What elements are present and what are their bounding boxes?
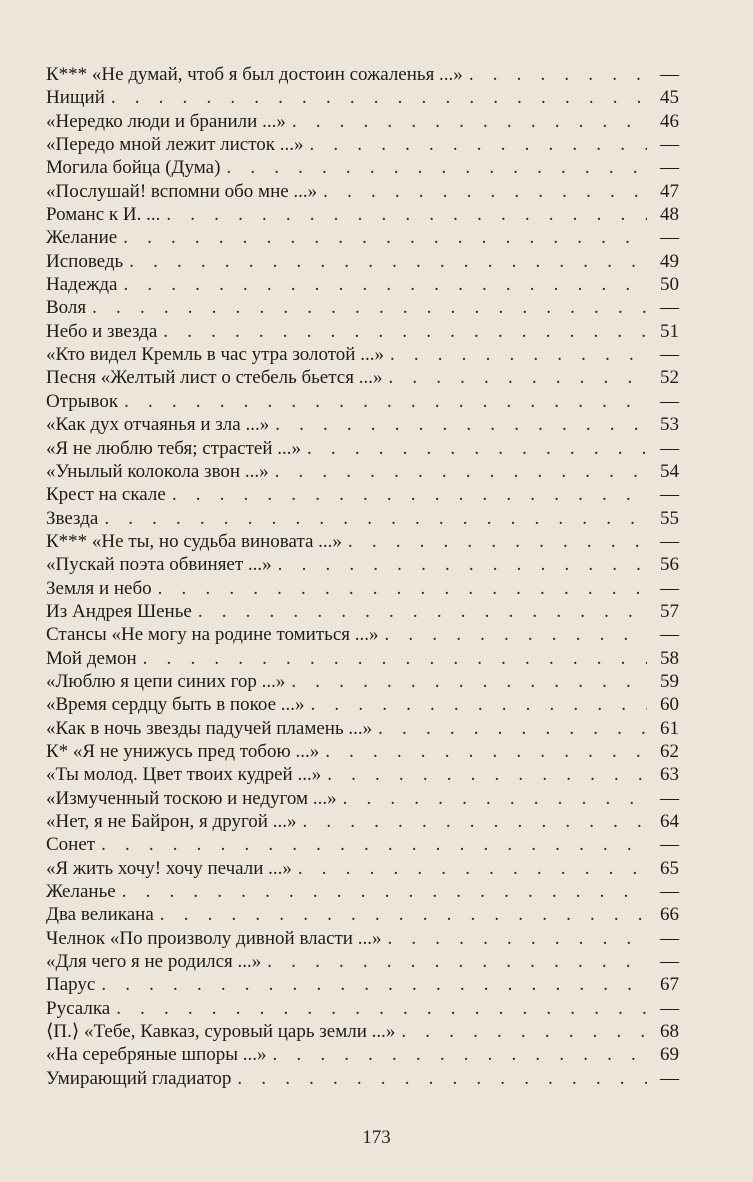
toc-entry-page: — <box>660 927 679 949</box>
dot-leader <box>273 1043 647 1066</box>
dot-leader <box>92 296 647 319</box>
toc-entry-title: Умирающий гладиатор <box>46 1067 232 1089</box>
toc-entry-page: 50 <box>660 274 679 296</box>
toc-entry <box>46 203 679 226</box>
toc-entry-page: 59 <box>660 670 679 692</box>
toc-entry-page: 68 <box>660 1021 679 1043</box>
toc-entry-title: Воля <box>46 297 87 319</box>
toc-entry-page: — <box>660 530 679 552</box>
dot-leader <box>278 553 647 576</box>
toc-entry-title: «Послушай! вспомни обо мне ...» <box>46 180 318 202</box>
toc-entry-title: К*** «Не ты, но судьба виновата ...» <box>46 530 342 552</box>
dot-leader <box>124 390 647 413</box>
toc-entry-title: Звезда <box>46 507 99 529</box>
toc-entry-page: — <box>660 787 679 809</box>
toc-entry <box>46 86 679 109</box>
dot-leader <box>267 950 647 973</box>
toc-entry <box>46 366 679 389</box>
toc-entry-page: 46 <box>660 110 679 132</box>
toc-entry-page: — <box>660 134 679 156</box>
toc-entry-page: 49 <box>660 250 679 272</box>
dot-leader <box>348 530 647 553</box>
toc-entry-page: — <box>660 344 679 366</box>
toc-entry <box>46 623 679 646</box>
toc-entry <box>46 670 679 693</box>
toc-entry <box>46 1043 679 1066</box>
toc-entry-title: «Нередко люди и бранили ...» <box>46 110 286 132</box>
dot-leader <box>327 763 647 786</box>
toc-entry <box>46 507 679 530</box>
toc-entry <box>46 437 679 460</box>
toc-entry <box>46 880 679 903</box>
toc-entry <box>46 250 679 273</box>
toc-entry <box>46 833 679 856</box>
toc-entry-title: Из Андрея Шенье <box>46 600 192 622</box>
dot-leader <box>343 787 647 810</box>
toc-entry-title: «Пускай поэта обвиняет ...» <box>46 554 272 576</box>
toc-entry-title: Надежда <box>46 274 118 296</box>
toc-entry <box>46 226 679 249</box>
page-number: 173 <box>362 1127 391 1148</box>
toc-entry-page: 52 <box>660 367 679 389</box>
dot-leader <box>163 320 647 343</box>
dot-leader <box>166 203 647 226</box>
toc-entry <box>46 413 679 436</box>
toc-entry-page: 62 <box>660 740 679 762</box>
toc-entry-title: Мой демон <box>46 647 137 669</box>
toc-entry <box>46 600 679 623</box>
table-of-contents <box>46 63 679 1090</box>
toc-entry-title: К*** «Не думай, чтоб я был достоин сожаленья ...» <box>46 64 463 85</box>
toc-entry-title: «Люблю я цепи синих гор ...» <box>46 670 286 692</box>
toc-entry-page: 67 <box>660 974 679 996</box>
toc-entry-title: «Как в ночь звезды падучей пламень ...» <box>46 717 373 739</box>
toc-entry-page: — <box>660 297 679 319</box>
toc-entry-title: Нищий <box>46 87 105 109</box>
dot-leader <box>390 343 647 366</box>
toc-entry-page: — <box>660 624 679 646</box>
dot-leader <box>237 1067 647 1090</box>
toc-entry-title: Исповедь <box>46 250 124 272</box>
toc-entry <box>46 320 679 343</box>
toc-entry <box>46 693 679 716</box>
toc-entry-title: Парус <box>46 974 96 996</box>
dot-leader <box>160 903 647 926</box>
dot-leader <box>307 437 647 460</box>
toc-entry-title: Желание <box>46 227 118 249</box>
toc-entry-title: «Передо мной лежит листок ...» <box>46 134 304 156</box>
toc-entry <box>46 460 679 483</box>
dot-leader <box>311 693 647 716</box>
toc-entry-title: Два великана <box>46 904 154 926</box>
toc-entry <box>46 296 679 319</box>
dot-leader <box>378 717 647 740</box>
dot-leader <box>323 180 647 203</box>
toc-entry-page: — <box>660 577 679 599</box>
toc-entry-title: «Время сердцу быть в покое ...» <box>46 694 305 716</box>
dot-leader <box>275 460 647 483</box>
toc-entry <box>46 1020 679 1043</box>
toc-entry <box>46 343 679 366</box>
dot-leader <box>143 647 647 670</box>
toc-entry <box>46 530 679 553</box>
dot-leader <box>291 670 647 693</box>
dot-leader <box>111 86 647 109</box>
toc-entry <box>46 857 679 880</box>
toc-entry-title: Крест на скале <box>46 484 166 506</box>
dot-leader <box>158 577 647 600</box>
toc-entry <box>46 903 679 926</box>
dot-leader <box>388 366 647 389</box>
toc-entry-page: — <box>660 881 679 903</box>
toc-entry-page: 55 <box>660 507 679 529</box>
toc-entry <box>46 1067 679 1090</box>
dot-leader <box>469 63 647 86</box>
dot-leader <box>172 483 647 506</box>
dot-leader <box>298 857 647 880</box>
toc-entry <box>46 180 679 203</box>
toc-entry-page: — <box>660 64 679 85</box>
toc-entry-page: 51 <box>660 320 679 342</box>
toc-entry <box>46 950 679 973</box>
dot-leader <box>310 133 648 156</box>
toc-entry-page: — <box>660 390 679 412</box>
toc-entry-page: — <box>660 1067 679 1089</box>
toc-entry-title: «Измученный тоскою и недугом ...» <box>46 787 337 809</box>
dot-leader <box>387 927 647 950</box>
toc-entry <box>46 483 679 506</box>
toc-entry-title: Русалка <box>46 997 111 1019</box>
toc-entry-title: «Кто видел Кремль в час утра золотой ...» <box>46 344 384 366</box>
dot-leader <box>325 740 647 763</box>
toc-entry <box>46 63 679 86</box>
toc-entry-title: Могила бойца (Дума) <box>46 157 221 179</box>
toc-entry-title: «На серебряные шпоры ...» <box>46 1044 267 1066</box>
toc-entry-page: 54 <box>660 460 679 482</box>
toc-entry-page: 47 <box>660 180 679 202</box>
toc-entry-page: 48 <box>660 204 679 226</box>
toc-entry-title: «Унылый колокола звон ...» <box>46 460 269 482</box>
dot-leader <box>104 507 647 530</box>
toc-entry-title: Стансы «Не могу на родине томиться ...» <box>46 624 379 646</box>
toc-entry <box>46 577 679 600</box>
toc-entry-page: — <box>660 227 679 249</box>
toc-entry <box>46 717 679 740</box>
toc-entry-title: Земля и небо <box>46 577 152 599</box>
toc-entry-title: К* «Я не унижусь пред тобою ...» <box>46 740 320 762</box>
toc-entry-page: 57 <box>660 600 679 622</box>
toc-entry-page: — <box>660 834 679 856</box>
toc-entry-title: Сонет <box>46 834 96 856</box>
toc-entry <box>46 763 679 786</box>
toc-entry <box>46 553 679 576</box>
toc-entry <box>46 997 679 1020</box>
toc-entry <box>46 927 679 950</box>
dot-leader <box>292 110 647 133</box>
toc-entry-page: 64 <box>660 811 679 832</box>
toc-entry <box>46 273 679 296</box>
dot-leader <box>401 1020 647 1043</box>
toc-entry-page: — <box>660 157 679 179</box>
toc-entry-page: — <box>660 997 679 1019</box>
toc-entry <box>46 810 679 833</box>
toc-entry <box>46 787 679 810</box>
dot-leader <box>123 226 647 249</box>
toc-entry-page: — <box>660 951 679 973</box>
toc-entry-page: 65 <box>660 857 679 879</box>
toc-entry-title: Отрывок <box>46 390 119 412</box>
toc-entry-page: 66 <box>660 904 679 926</box>
toc-entry-title: «Я не люблю тебя; страстей ...» <box>46 437 302 459</box>
toc-entry <box>46 156 679 179</box>
toc-entry-page: 56 <box>660 554 679 576</box>
dot-leader <box>122 880 647 903</box>
toc-entry-page: — <box>660 437 679 459</box>
toc-entry-page: 69 <box>660 1044 679 1066</box>
dot-leader <box>101 833 647 856</box>
dot-leader <box>275 413 647 436</box>
toc-entry <box>46 740 679 763</box>
dot-leader <box>226 156 647 179</box>
toc-entry-title: Романс к И. ... <box>46 204 161 226</box>
toc-entry <box>46 133 679 156</box>
toc-entry-page: 61 <box>660 717 679 739</box>
toc-entry-page: 60 <box>660 694 679 716</box>
toc-entry-title: ⟨П.⟩ «Тебе, Кавказ, суровый царь земли ...» <box>46 1021 396 1043</box>
toc-entry-title: «Я жить хочу! хочу печали ...» <box>46 857 292 879</box>
dot-leader <box>101 973 647 996</box>
toc-entry-page: 45 <box>660 87 679 109</box>
toc-entry <box>46 110 679 133</box>
toc-entry <box>46 973 679 996</box>
dot-leader <box>302 810 647 833</box>
toc-entry-title: Челнок «По произволу дивной власти ...» <box>46 927 382 949</box>
toc-entry-page: — <box>660 484 679 506</box>
toc-entry-page: 53 <box>660 414 679 436</box>
dot-leader <box>385 623 648 646</box>
toc-entry-title: Небо и звезда <box>46 320 158 342</box>
toc-entry-title: «Ты молод. Цвет твоих кудрей ...» <box>46 764 322 786</box>
toc-entry-title: Песня «Желтый лист о стебель бьется ...» <box>46 367 383 389</box>
dot-leader <box>129 250 647 273</box>
dot-leader <box>123 273 647 296</box>
toc-entry-page: 58 <box>660 647 679 669</box>
toc-entry <box>46 647 679 670</box>
toc-entry-title: Желанье <box>46 881 116 903</box>
toc-entry-title: «Нет, я не Байрон, я другой ...» <box>46 811 297 832</box>
toc-entry <box>46 390 679 413</box>
toc-entry-title: «Как дух отчаянья и зла ...» <box>46 414 270 436</box>
dot-leader <box>198 600 647 623</box>
toc-entry-title: «Для чего я не родился ...» <box>46 951 262 973</box>
dot-leader <box>116 997 647 1020</box>
toc-entry-page: 63 <box>660 764 679 786</box>
